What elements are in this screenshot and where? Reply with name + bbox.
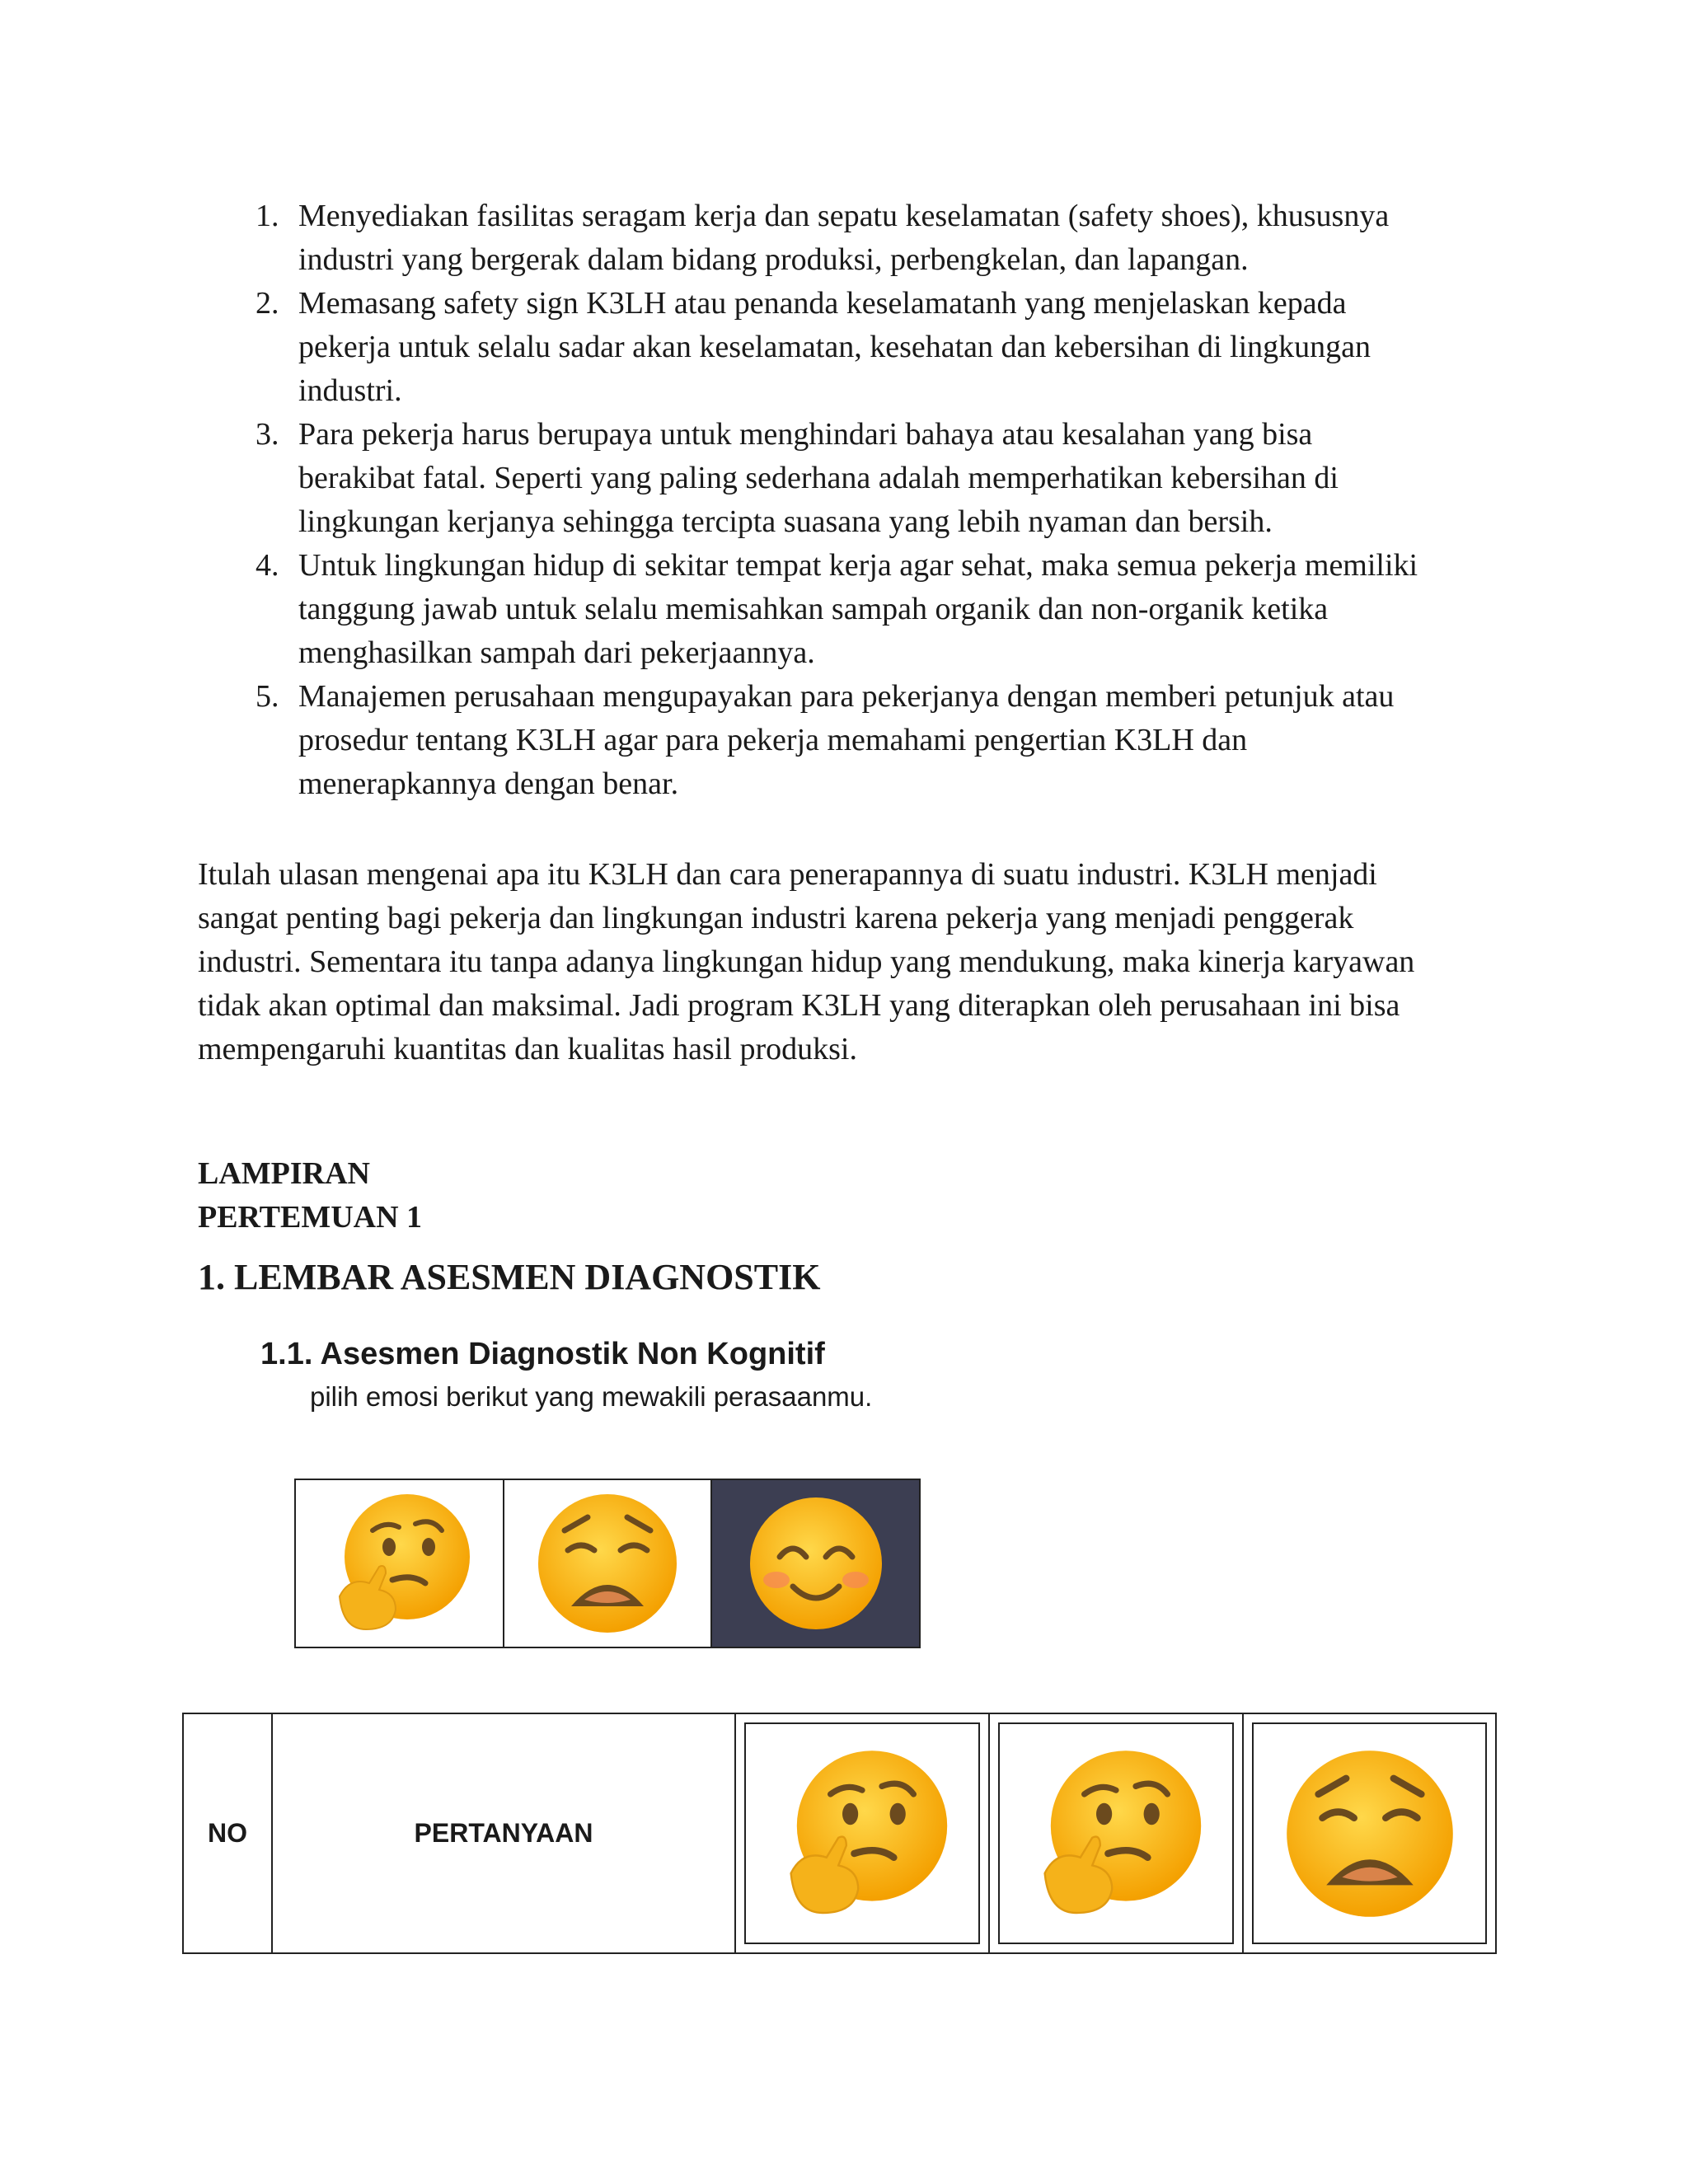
paragraph-line: Itulah ulasan mengenai apa itu K3LH dan cara penerapannya di suatu industri. K3LH menjadi [198,857,1377,892]
list-item [247,675,1500,806]
list-line: prosedur tentang K3LH agar para pekerja memahami pengertian K3LH dan [298,723,1248,757]
list-number: 3. [256,417,279,452]
numbered-list [247,194,1500,806]
weary-face-icon [521,1481,694,1646]
paragraph-line: sangat penting bagi pekerja dan lingkungan industri karena pekerja yang menjadi penggerak [198,901,1354,935]
list-number: 2. [256,286,279,321]
smiling-face-icon [729,1481,903,1646]
emoji-choice-smiling[interactable] [712,1480,919,1647]
list-item [247,194,1500,282]
instruction-text: pilih emosi berikut yang mewakili perasaanmu. [310,1381,873,1412]
list-item [247,413,1500,544]
emoji-box [998,1722,1234,1944]
thinking-face-icon [759,1735,965,1933]
subsection-title: 1.1. Asesmen Diagnostik Non Kognitif [260,1337,825,1371]
list-item [247,544,1500,675]
list-number: 1. [256,199,279,233]
thinking-face-icon [1013,1735,1219,1933]
list-line: industri yang bergerak dalam bidang produksi, perbengkelan, dan lapangan. [298,242,1249,277]
table-header-question: PERTANYAAN [273,1714,736,1952]
list-line: menerapkannya dengan benar. [298,766,679,801]
list-line: Para pekerja harus berupaya untuk menghindari bahaya atau kesalahan yang bisa [298,417,1313,452]
table-header-emoji-1 [736,1714,990,1952]
emoji-choice-weary[interactable] [504,1480,713,1647]
thinking-face-icon [312,1481,485,1646]
pertemuan-heading: PERTEMUAN 1 [198,1200,423,1235]
paragraph-line: mempengaruhi kuantitas dan kualitas hasil produksi. [198,1032,857,1066]
list-number: 5. [256,679,279,714]
emoji-box [1252,1722,1487,1944]
paragraph-line: industri. Sementara itu tanpa adanya lingkungan hidup yang mendukung, maka kinerja karyawan [198,944,1415,979]
list-line: menghasilkan sampah dari pekerjaannya. [298,635,815,670]
list-line: Untuk lingkungan hidup di sekitar tempat kerja agar sehat, maka semua pekerja memiliki [298,548,1418,583]
emoji-choice-strip [294,1479,921,1648]
question-table [182,1713,1497,1954]
table-header-no: NO [184,1714,273,1952]
lampiran-heading: LAMPIRAN [198,1156,370,1191]
list-item [247,282,1500,413]
weary-face-icon [1267,1735,1473,1933]
list-line: pekerja untuk selalu sadar akan keselamatan, kesehatan dan kebersihan di lingkungan [298,330,1372,364]
section-title: 1. LEMBAR ASESMEN DIAGNOSTIK [198,1257,821,1297]
table-header-emoji-2 [990,1714,1244,1952]
emoji-box [744,1722,980,1944]
list-line: berakibat fatal. Seperti yang paling sederhana adalah memperhatikan kebersihan di [298,461,1339,495]
list-line: Menyediakan fasilitas seragam kerja dan sepatu keselamatan (safety shoes), khususnya [298,199,1390,233]
list-line: tanggung jawab untuk selalu memisahkan sampah organik dan non-organik ketika [298,592,1329,626]
emoji-choice-thinking[interactable] [296,1480,504,1647]
paragraph-line: tidak akan optimal dan maksimal. Jadi program K3LH yang diterapkan oleh perusahaan ini bisa [198,988,1400,1023]
list-line: Memasang safety sign K3LH atau penanda keselamatanh yang menjelaskan kepada [298,286,1347,321]
list-line: industri. [298,373,402,408]
table-header-emoji-3 [1244,1714,1495,1952]
list-line: lingkungan kerjanya sehingga tercipta suasana yang lebih nyaman dan bersih. [298,504,1273,539]
summary-paragraph [198,853,1500,1071]
list-line: Manajemen perusahaan mengupayakan para pekerjanya dengan memberi petunjuk atau [298,679,1395,714]
list-number: 4. [256,548,279,583]
